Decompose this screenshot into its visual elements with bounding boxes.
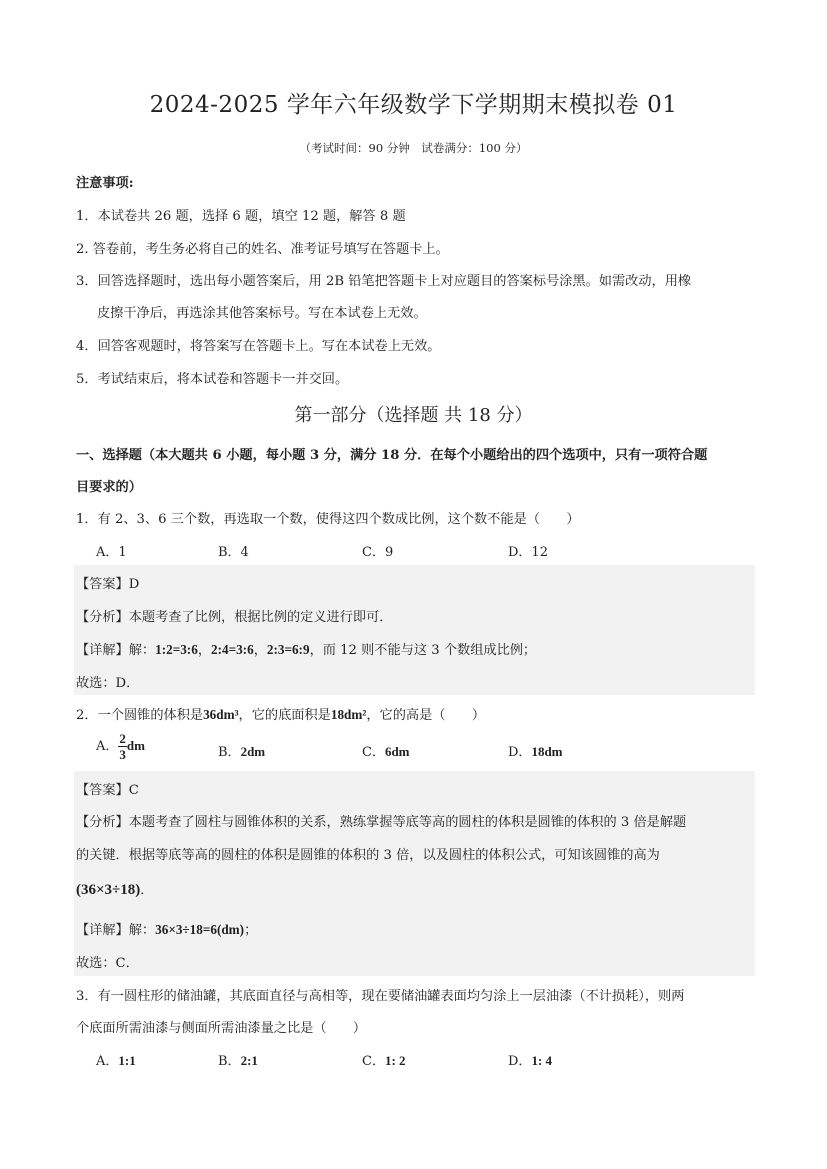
q3-stem: 3．有一圆柱形的储油罐，其底面直径与高相等，现在要储油罐表面均匀涂上一层油漆（不计损耗），则两 [76,989,685,1004]
q2-base-area: 18dm² [330,707,367,722]
q2-option-a-fraction [118,731,127,762]
notice-item: 2. 答卷前，考生务必将自己的姓名、准考证号填写在答题卡上。 [76,242,449,257]
q3-option-d-label: D． [508,1054,532,1069]
q1-ratio-2: 2:4=3:6 [211,642,254,657]
notice-item-continued: 皮擦干净后，再选涂其他答案标号。写在本试卷上无效。 [97,306,427,321]
q2-option-c [362,741,410,760]
section-instruction-continued: 目要求的） [76,480,142,495]
q2-option-c-value: 6dm [384,744,410,759]
q1-detail-tail: ，而 12 则不能与这 3 个数组成比例； [309,643,537,658]
notice-item: 1．本试卷共 26 题，选择 6 题，填空 12 题，解答 8 题 [76,209,406,224]
q2-detail-label: 【详解】解： [76,923,156,938]
q1-option-b: B．4 [218,545,249,560]
q3-option-a-value: 1:1 [118,1053,136,1068]
q3-option-a-label: A． [96,1054,119,1069]
q2-conclusion: 故选：C． [76,956,139,971]
q2-volume: 36dm³ [203,707,239,722]
q3-option-c-value: 1: 2 [384,1053,406,1068]
q3-option-c [362,1050,406,1069]
q2-stem-part: 2．一个圆锥的体积是 [76,708,204,723]
q2-solution-box [74,771,755,976]
q3-option-d [508,1050,552,1069]
notice-item: 3．回答选择题时，选出每小题答案后，用 2B 铅笔把答题卡上对应题目的答案标号涂黑。如需改动，用橡 [76,274,692,289]
q3-stem-continued: 个底面所需油漆与侧面所需油漆量之比是（ ） [76,1021,367,1036]
q1-analysis: 【分析】本题考查了比例，根据比例的定义进行即可． [76,610,393,625]
q3-option-d-value: 1: 4 [531,1053,553,1068]
q2-answer: 【答案】C [76,783,139,798]
q2-analysis-continued: 的关键．根据等底等高的圆柱的体积是圆锥的体积的 3 倍，以及圆柱的体积公式，可知该圆锥的高为 [76,848,660,863]
q2-option-a-unit: dm [126,738,145,753]
q2-option-c-label: C． [362,745,385,760]
q3-option-a [96,1050,136,1069]
q2-analysis-formula-line [76,879,153,899]
exam-info: （考试时间：90 分钟 试卷满分：100 分） [299,141,528,155]
q1-solution-box [74,565,755,695]
q1-stem: 1．有 2、3、6 三个数，再选取一个数，使得这四个数成比例，这个数不能是（ ） [76,512,580,527]
q1-option-d: D．12 [508,545,548,560]
q1-detail: 【详解】解：1:2=3:6，2:4=3:6，2:3=6:9，而 12 则不能与这 3 个数组成比例； [76,642,537,658]
q1-option-a: A．1 [96,545,127,560]
q1-answer: 【答案】D [76,577,140,592]
q2-option-b-value: 2dm [240,744,266,759]
fraction-numerator: 2 [119,731,126,746]
q2-analysis-formula: (36×3÷18) [76,882,141,898]
q1-option-c: C．9 [362,545,394,560]
page-title: 2024-2025 学年六年级数学下学期期末模拟卷 01 [149,92,678,118]
q3-option-b [218,1050,258,1069]
q3-option-b-value: 2:1 [240,1053,258,1068]
fraction-denominator: 3 [119,747,126,762]
q2-option-d [508,741,563,760]
q2-option-a-label: A． [96,739,119,754]
q2-stem [76,704,485,723]
q2-detail-tail: ； [244,923,258,938]
q2-option-d-label: D． [508,745,532,760]
q1-conclusion: 故选：D． [76,676,140,691]
notice-item: 5．考试结束后，将本试卷和答题卡一并交回。 [76,372,349,387]
q3-option-c-label: C． [362,1054,385,1069]
section-title: 第一部分（选择题 共 18 分） [294,405,533,426]
q1-detail-label: 【详解】解： [76,643,156,658]
q3-option-b-label: B． [218,1054,241,1069]
notice-item: 4．回答客观题时，将答案写在答题卡上。写在本试卷上无效。 [76,339,441,354]
section-instruction: 一、选择题（本大题共 6 小题，每小题 3 分，满分 18 分．在每个小题给出的四个选项中，只有一项符合题 [76,448,708,463]
q1-ratio-1: 1:2=3:6 [155,642,198,657]
q1-ratio-3: 2:3=6:9 [266,642,310,657]
q2-analysis: 【分析】本题考查了圆柱与圆锥体积的关系，熟练掌握等底等高的圆柱的体积是圆锥的体积的 3 倍是解题 [76,815,687,830]
q2-option-a [96,731,145,762]
q2-option-b [218,741,265,760]
q2-option-b-label: B． [218,745,241,760]
q2-stem-part: ，它的底面积是 [238,708,331,723]
notice-heading: 注意事项: [76,176,134,191]
q2-analysis-period: ． [140,883,154,898]
q2-detail [76,919,257,938]
q2-stem-part: ，它的高是（ ） [366,708,486,723]
q2-option-d-value: 18dm [531,744,563,759]
q2-detail-formula: 36×3÷18=6(dm) [155,922,245,937]
